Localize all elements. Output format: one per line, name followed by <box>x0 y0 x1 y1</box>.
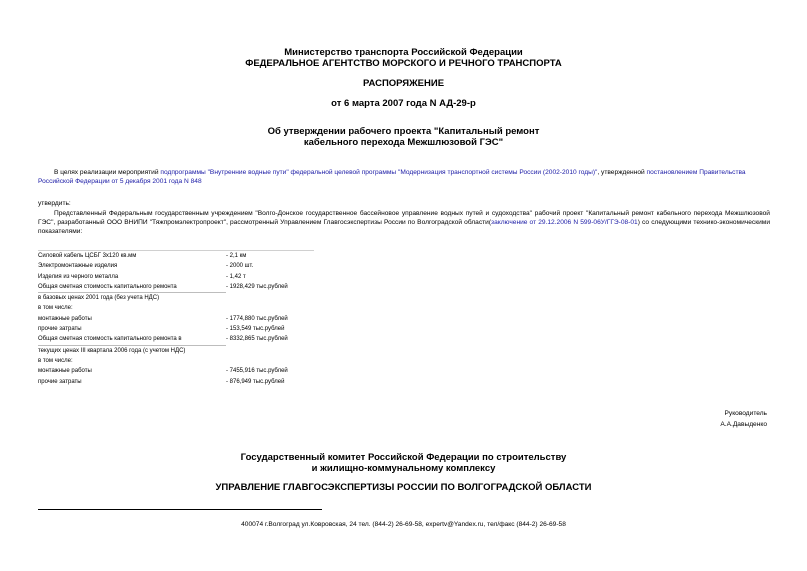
approval-text-2: ) со следующими технико-экономическими показателями: <box>38 219 770 235</box>
committee-heading-line1: Государственный комитет Российской Федерации по строительству <box>240 452 567 463</box>
signature-role: Руководитель <box>724 410 767 417</box>
indicator-row <box>38 356 314 366</box>
indicator-value: - 8332,865 тыс.рублей <box>226 336 288 343</box>
indicator-value: - 153,549 тыс.рублей <box>226 326 285 333</box>
indicator-row <box>38 366 314 376</box>
indicator-name: в том числе: <box>38 305 73 312</box>
indicator-value <box>226 356 314 366</box>
indicator-row <box>38 282 314 293</box>
indicator-value: - 1928,429 тыс.рублей <box>226 283 288 290</box>
document-date-number: от 6 марта 2007 года N АД-29-р <box>331 98 476 109</box>
indicator-value: - 1774,880 тыс.рублей <box>226 315 288 322</box>
ministry-heading: Министерство транспорта Российской Федерации <box>284 47 523 58</box>
agency-heading: ФЕДЕРАЛЬНОЕ АГЕНТСТВО МОРСКОГО И РЕЧНОГО ТРАНСПОРТА <box>245 58 562 69</box>
expert-conclusion-link[interactable]: заключение от 29.12.2006 N 599-06У/ГГЭ-08-01 <box>491 219 638 226</box>
indicator-row <box>38 251 314 262</box>
indicator-name: монтажные работы <box>38 315 92 322</box>
indicator-name: Общая сметная стоимость капитального ремонта в <box>38 334 226 345</box>
indicator-value: - 2000 шт. <box>226 263 254 270</box>
indicator-value: - 876,949 тыс.рублей <box>226 378 285 385</box>
indicator-value <box>226 303 314 313</box>
approve-label: утвердить: <box>38 200 71 207</box>
indicator-value: - 1,42 т <box>226 273 246 280</box>
indicator-name: Общая сметная стоимость капитального ремонта <box>38 282 226 293</box>
committee-heading-line2: и жилищно-коммунальному комплексу <box>311 463 496 474</box>
intro-text-2: , утвержденной <box>597 169 647 176</box>
indicator-name: Силовой кабель ЦСБГ 3х120 кв.мм <box>38 251 226 262</box>
intro-paragraph <box>38 168 770 186</box>
government-decree-link[interactable]: постановлением Правительства Российской Федерации от 5 декабря 2001 года N 848 <box>38 169 746 185</box>
indicator-value <box>226 345 314 356</box>
indicator-name: монтажные работы <box>38 368 92 375</box>
approval-text-1: Представленный Федеральным государственным учреждением "Волго-Донское государственное бассейновое управление водных путей и судоходства" рабочий проект "Капитальный ремонт кабельного перехода Межшлюзовой ГЭС", разработанный ООО ВНИПИ "Тяжпромэлектропроект", рассмотренный Управлением Главгосэкспертизы России по Волгоградской области <box>38 210 770 226</box>
indicator-name: Электромонтажные изделия <box>38 263 118 270</box>
indicator-value <box>226 293 314 304</box>
indicator-row <box>38 377 314 387</box>
department-address: 400074 г.Волгоград ул.Ковровская, 24 тел. (844-2) 26-69-58, expertv@Yandex.ru, тел/факс (844-2) 26-69-58 <box>241 521 566 528</box>
program-link[interactable]: подпрограммы "Внутренние водные пути" федеральной целевой программы "Модернизация транспортной системы России (2002-2010 годы)" <box>160 169 598 176</box>
indicator-row <box>38 261 314 271</box>
indicator-row <box>38 303 314 313</box>
indicator-name: в базовых ценах 2001 года (без учета НДС) <box>38 295 160 302</box>
indicator-value: - 2,1 км <box>226 251 314 262</box>
document-type: РАСПОРЯЖЕНИЕ <box>362 78 445 89</box>
divider-line <box>38 509 322 510</box>
indicator-name: прочие затраты <box>38 378 82 385</box>
indicator-row <box>38 324 314 334</box>
indicator-row <box>38 272 314 282</box>
intro-text-1: В целях реализации мероприятий <box>54 169 161 176</box>
document-title-line1: Об утверждении рабочего проекта "Капитальный ремонт <box>267 126 540 137</box>
indicators-table <box>38 250 314 387</box>
indicator-row <box>38 345 314 356</box>
indicator-value: - 7455,916 тыс.рублей <box>226 368 288 375</box>
signature-name: А.А.Давыденко <box>720 421 767 428</box>
indicator-row <box>38 314 314 324</box>
department-heading: УПРАВЛЕНИЕ ГЛАВГОСЭКСПЕРТИЗЫ РОССИИ ПО ВОЛГОГРАДСКОЙ ОБЛАСТИ <box>215 482 592 493</box>
indicator-row <box>38 334 314 345</box>
indicator-name: в том числе: <box>38 357 73 364</box>
indicator-name: прочие затраты <box>38 326 82 333</box>
indicator-row <box>38 293 314 304</box>
document-title-line2: кабельного перехода Межшлюзовой ГЭС" <box>303 137 504 148</box>
approval-paragraph: Представленный Федеральным государственным учреждением "Волго-Донское государственное бассейновое управление водных путей и судоходства" рабочий проект "Капитальный ремонт кабельного перехода Межшлюзовой ГЭС", разработанный ООО ВНИПИ "Тяжпромэлектропроект", рассмотренный Управлением Главгосэкспертизы России по Волгоградской области(заключение от 29.12.2006 N 599-06У/ГГЭ-08-01) со следующими технико-экономическими показателями: <box>38 210 770 235</box>
indicator-name: текущих ценах III квартала 2006 года (с учетом НДС) <box>38 347 186 354</box>
indicator-name: Изделия из черного металла <box>38 273 119 280</box>
